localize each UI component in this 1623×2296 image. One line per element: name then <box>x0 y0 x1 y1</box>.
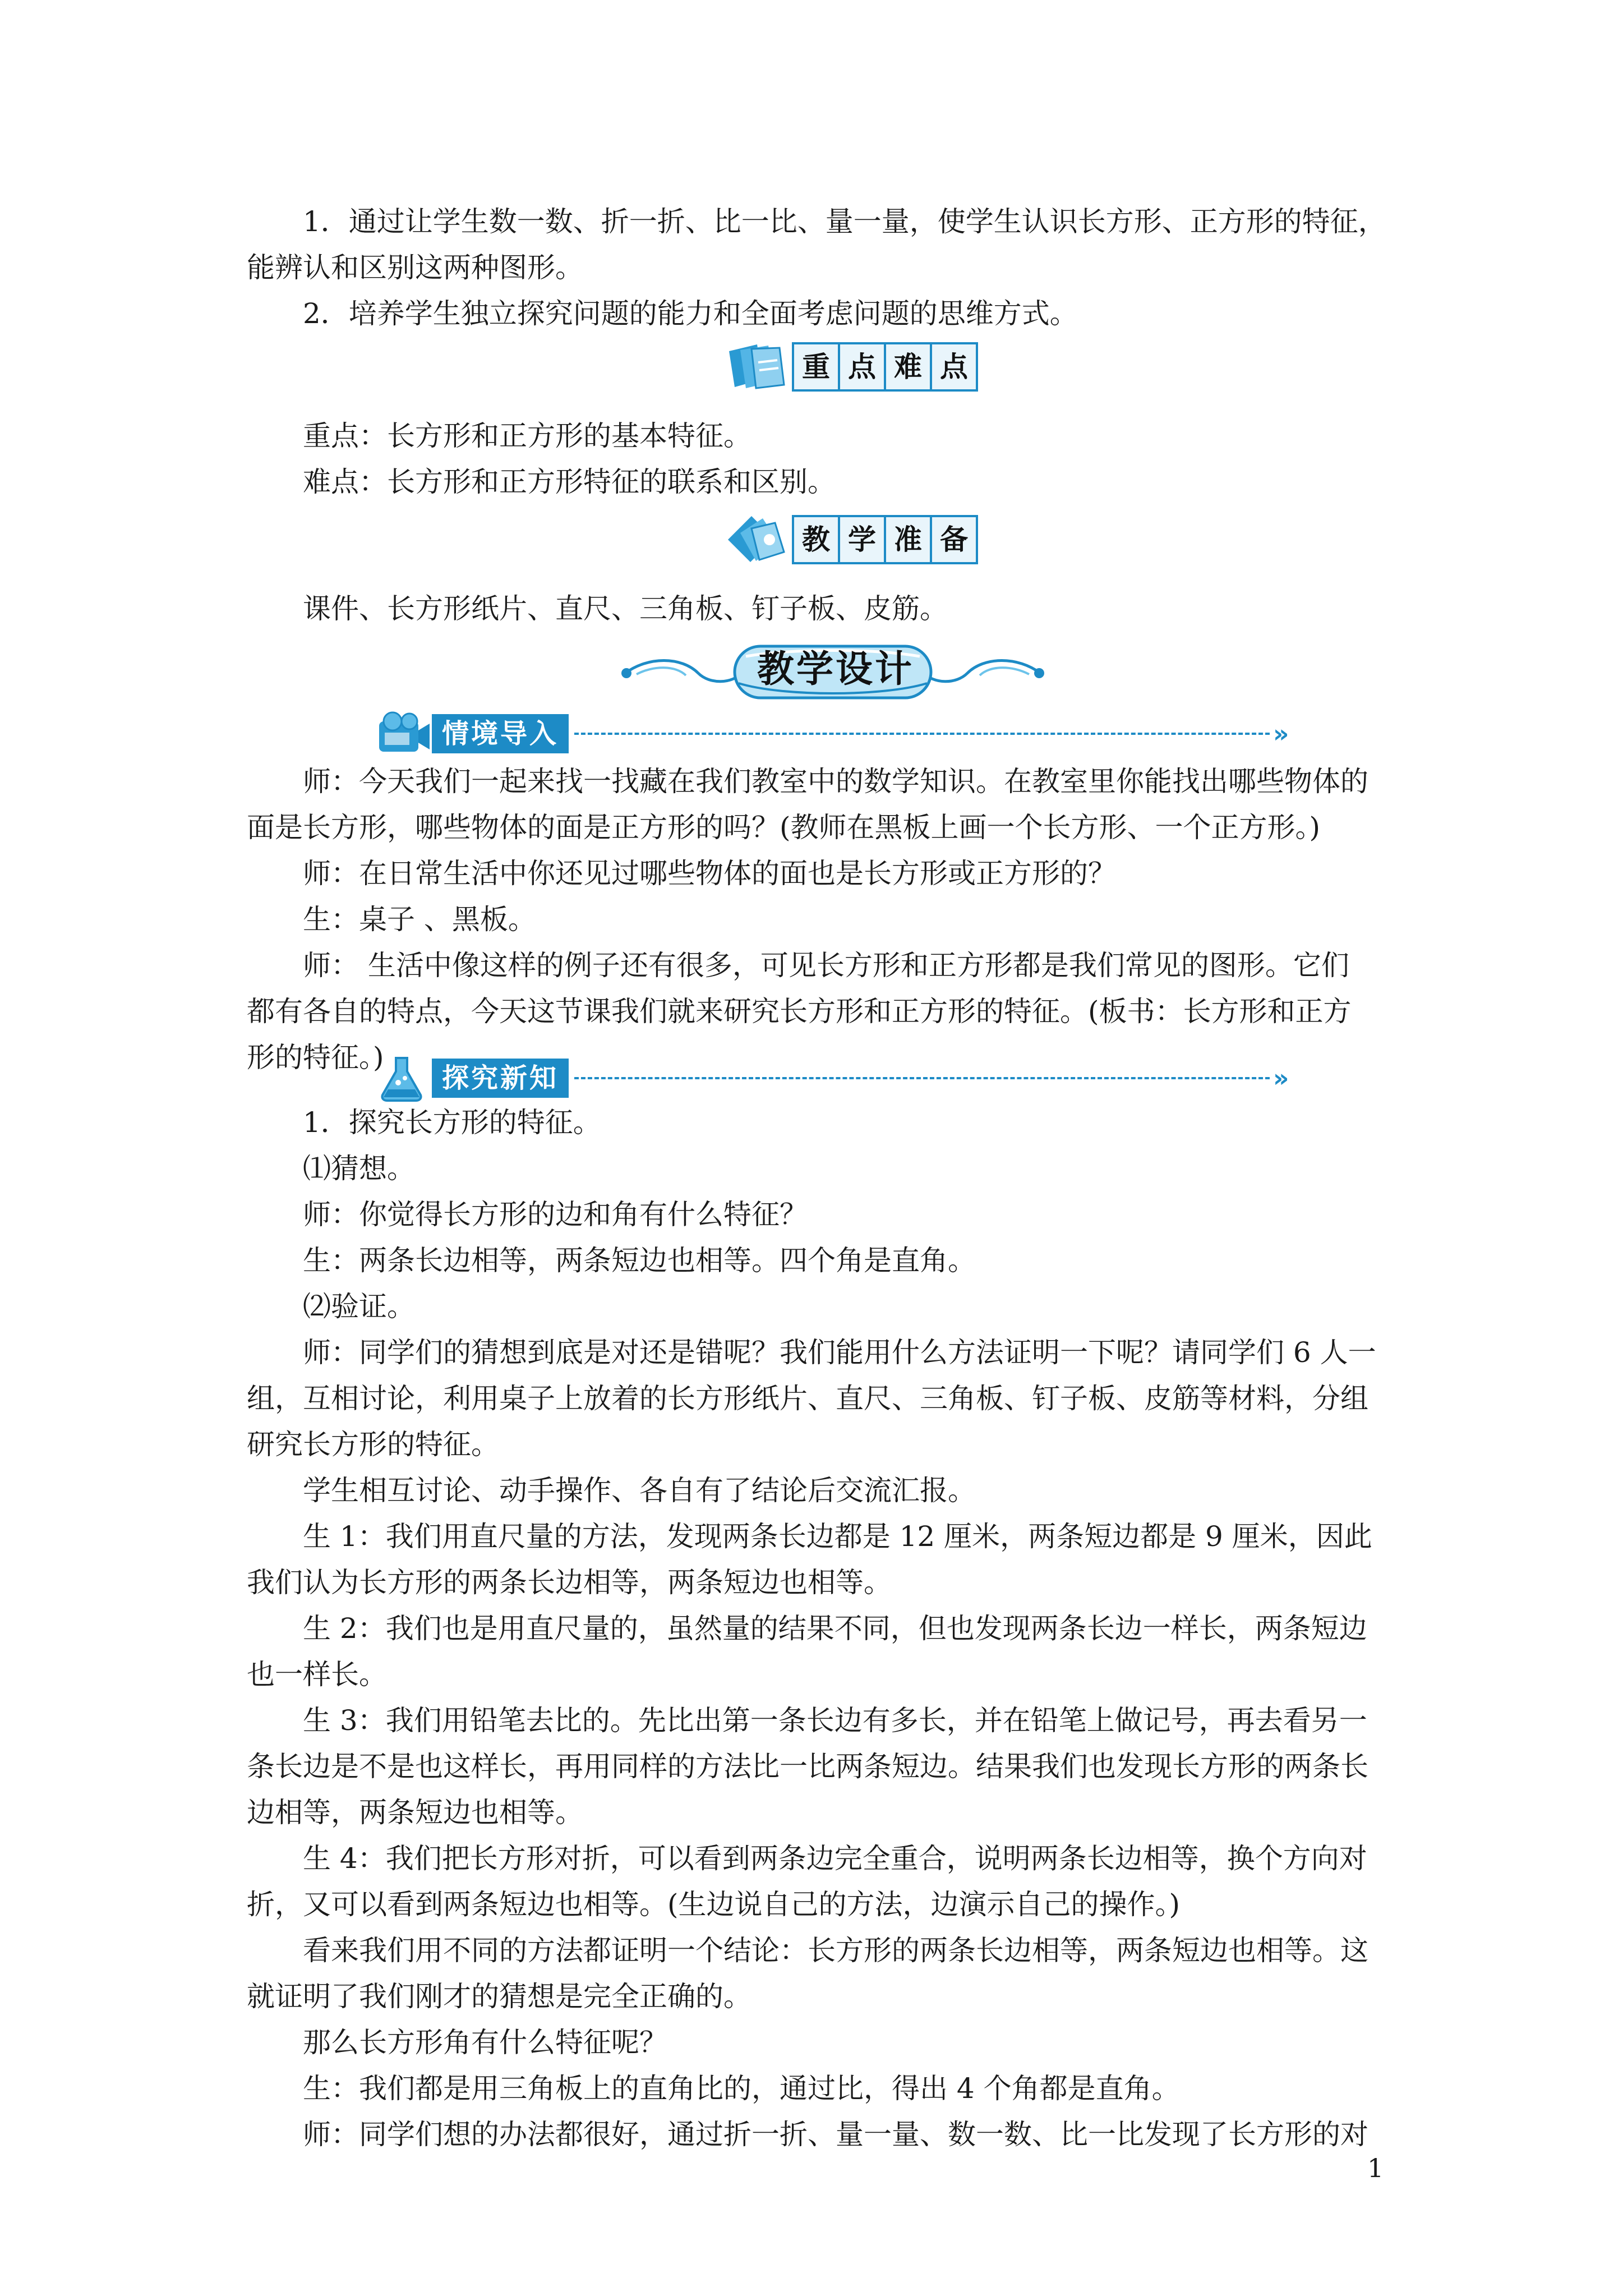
explore-line: 生：两条长边相等，两条短边也相等。四个角是直角。 <box>303 1244 976 1277</box>
prep-header <box>723 513 978 567</box>
title-char: 学 <box>838 517 884 562</box>
title-char: 重 <box>794 344 838 389</box>
explore-line: 那么长方形角有什么特征呢？ <box>303 2026 667 2059</box>
difficulty-line: 难点：长方形和正方形特征的联系和区别。 <box>303 466 836 498</box>
section-tag-intro <box>376 710 1289 757</box>
explore-line: 师：你觉得长方形的边和角有什么特征？ <box>303 1198 808 1231</box>
book-icon <box>723 340 789 394</box>
intro-line: 师：在日常生活中你还见过哪些物体的面也是长方形或正方形的？ <box>303 857 1116 890</box>
prep-materials: 课件、长方形纸片、直尺、三角板、钉子板、皮筋。 <box>303 592 948 625</box>
explore-line: 师：同学们想的办法都很好，通过折一折、量一量、数一数、比一比发现了长方形的对 <box>303 2118 1368 2151</box>
title-char: 难 <box>884 344 930 389</box>
banner-title: 教学设计 <box>757 647 914 691</box>
cards-icon <box>723 513 789 567</box>
key-point-line: 重点：长方形和正方形的基本特征。 <box>303 420 751 452</box>
explore-line: 条长边是不是也这样长，再用同样的方法比一比两条短边。结果我们也发现长方形的两条长 <box>247 1750 1368 1783</box>
explore-line: 1．探究长方形的特征。 <box>303 1106 601 1139</box>
explore-line: 看来我们用不同的方法都证明一个结论：长方形的两条长边相等，两条短边也相等。这 <box>303 1934 1368 1967</box>
explore-line: ⑴猜想。 <box>303 1152 415 1185</box>
title-char: 点 <box>930 344 976 389</box>
section-tag-label: 情境导入 <box>432 714 569 753</box>
explore-line: 也一样长。 <box>247 1658 387 1691</box>
objective-line-3: 2．培养学生独立探究问题的能力和全面考虑问题的思维方式。 <box>303 297 1078 330</box>
explore-line: 折，又可以看到两条短边也相等。(生边说自己的方法，边演示自己的操作。) <box>247 1888 1181 1921</box>
double-arrow-icon: » <box>1273 719 1289 748</box>
intro-line: 师： 生活中像这样的例子还有很多，可见长方形和正方形都是我们常见的图形。它们 <box>303 949 1349 982</box>
intro-line: 师：今天我们一起来找一找藏在我们教室中的数学知识。在教室里你能找出哪些物体的 <box>303 765 1368 798</box>
prep-title <box>792 515 978 564</box>
section-tag-label: 探究新知 <box>432 1059 569 1098</box>
explore-line: 师：同学们的猜想到底是对还是错呢？我们能用什么方法证明一下呢？请同学们 6 人一 <box>303 1336 1376 1369</box>
objective-line-1: 1．通过让学生数一数、折一折、比一比、量一量，使学生认识长方形、正方形的特征， <box>303 205 1386 238</box>
double-arrow-icon: » <box>1273 1064 1289 1093</box>
explore-line: 生：我们都是用三角板上的直角比的，通过比，得出 4 个角都是直角。 <box>303 2072 1180 2105</box>
explore-line: 边相等，两条短边也相等。 <box>247 1796 583 1829</box>
intro-line: 面是长方形，哪些物体的面是正方形的吗？(教师在黑板上画一个长方形、一个正方形。) <box>247 811 1321 844</box>
explore-line: 生 4：我们把长方形对折，可以看到两条边完全重合，说明两条长边相等，换个方向对 <box>303 1842 1367 1875</box>
explore-line: 组，互相讨论，利用桌子上放着的长方形纸片、直尺、三角板、钉子板、皮筋等材料，分组 <box>247 1382 1368 1415</box>
explore-line: 生 2：我们也是用直尺量的，虽然量的结果不同，但也发现两条长边一样长，两条短边 <box>303 1612 1367 1645</box>
objective-line-2: 能辨认和区别这两种图形。 <box>247 251 583 284</box>
title-char: 备 <box>930 517 976 562</box>
film-icon <box>376 710 432 757</box>
intro-line: 都有各自的特点，今天这节课我们就来研究长方形和正方形的特征。(板书：长方形和正方 <box>247 995 1352 1028</box>
page-number: 1 <box>1367 2153 1384 2183</box>
section-tag-explore <box>376 1055 1289 1102</box>
explore-line: 生 1：我们用直尺量的方法，发现两条长边都是 12 厘米，两条短边都是 9 厘米，因此 <box>303 1520 1372 1553</box>
explore-line: 就证明了我们刚才的猜想是完全正确的。 <box>247 1980 751 2013</box>
explore-line: 我们认为长方形的两条长边相等，两条短边也相等。 <box>247 1566 892 1599</box>
explore-line: 研究长方形的特征。 <box>247 1428 499 1461</box>
title-char: 教 <box>794 517 838 562</box>
title-char: 准 <box>884 517 930 562</box>
intro-line: 生：桌子 、黑板。 <box>303 903 536 936</box>
flask-icon <box>376 1055 432 1102</box>
dashed-rule <box>574 1077 1270 1079</box>
key-points-header <box>723 340 978 394</box>
intro-line: 形的特征。) <box>247 1041 384 1074</box>
title-char: 点 <box>838 344 884 389</box>
dashed-rule <box>574 733 1270 735</box>
explore-line: 学生相互讨论、动手操作、各自有了结论后交流汇报。 <box>303 1474 976 1507</box>
key-points-title <box>792 342 978 392</box>
explore-line: 生 3：我们用铅笔去比的。先比出第一条长边有多长，并在铅笔上做记号，再去看另一 <box>303 1704 1367 1737</box>
explore-line: ⑵验证。 <box>303 1290 415 1323</box>
